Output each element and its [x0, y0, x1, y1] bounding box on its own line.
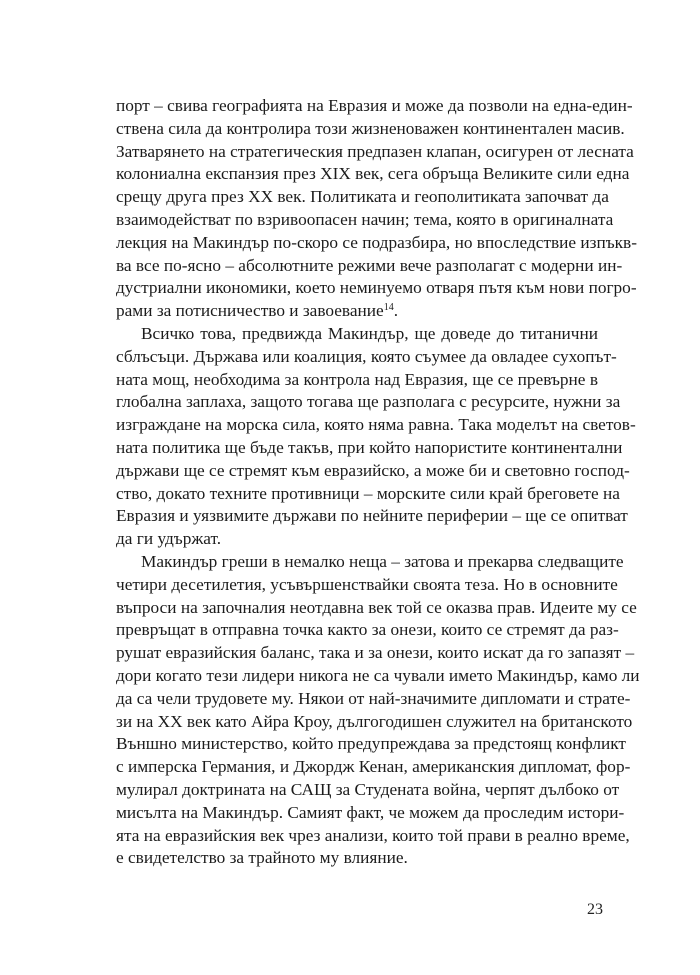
text-line: сблъсъци. Държава или коалиция, която съумее да овладее сухопът- — [116, 346, 617, 366]
text-line: Всичко това, предвижда Макиндър, ще доведе до титанични — [141, 323, 598, 343]
text-line: Външно министерство, който предупреждава за предстоящ конфликт — [116, 734, 626, 754]
text-line: мисълта на Макиндър. Самият факт, че можем да проследим истори- — [116, 802, 625, 822]
text-line-last: да ги удържат. — [116, 529, 222, 549]
text-line: изграждане на морска сила, която няма равна. Така моделът на светов- — [116, 415, 636, 435]
text-line: Макиндър греши в немалко неща – затова и прекарва следващите — [141, 551, 624, 571]
text-line: ята на евразийския век чрез анализи, които той прави в реално време, — [116, 825, 630, 845]
text-line: дустриални икономики, което неминуемо отваря пътя към нови погро- — [116, 278, 637, 298]
text-line: Евразия и уязвимите държави по нейните периферии – ще се опитват — [116, 506, 628, 526]
text-line: четири десетилетия, усъвършенствайки своята теза. Но в основните — [116, 574, 618, 594]
text-line: превръщат в отправна точка както за онези, които се стремят да раз- — [116, 620, 619, 640]
text-line: с имперска Германия, и Джордж Кенан, американския дипломат, фор- — [116, 757, 631, 777]
text-line: Затварянето на стратегическия предпазен клапан, осигурен от лесната — [116, 141, 634, 161]
text-line: ствена сила да контролира този жизненоважен континентален масив. — [116, 118, 625, 138]
text-line: държави ще се стремят към евразийско, а може би и световно господ- — [116, 460, 630, 480]
text-line: ната политика ще бъде такъв, при който напористите континентални — [116, 437, 623, 457]
page-number: 23 — [587, 901, 603, 918]
text-line: рушат евразийския баланс, така и за онези, които искат да го запазят – — [116, 643, 635, 663]
text-line: срещу друга през XX век. Политиката и геополитиката започват да — [116, 187, 609, 207]
paragraph-3 — [116, 551, 640, 870]
paragraph-1 — [116, 95, 637, 323]
footnote-marker[interactable]: 14 — [383, 302, 394, 314]
text-line: ната мощ, необходима за контрола над Евразия, ще се превърне в — [116, 369, 598, 389]
text-line: дори когато тези лидери никога не са чували името Макиндър, камо ли — [116, 665, 640, 685]
text-line: да са чели трудовете му. Някои от най-значимите дипломати и страте- — [116, 688, 631, 708]
text-line-last: е свидетелство за трайното му влияние. — [116, 848, 408, 868]
text-line: въпроси на започналия неотдавна век той се оказва прав. Идеите му се — [116, 597, 637, 617]
period: . — [393, 301, 399, 321]
text-line: колониална експанзия през XIX век, сега обръща Великите сили една — [116, 164, 630, 184]
text-line: ство, докато техните противници – морските сили край бреговете на — [116, 483, 620, 503]
text-line-last — [116, 300, 598, 323]
text-line-content: рами за потисничество и завоевание — [116, 301, 384, 321]
text-line: глобална заплаха, защото тогава ще разполага с ресурсите, нужни за — [116, 392, 621, 412]
text-line: порт – свива географията на Евразия и може да позволи на една-един- — [116, 96, 633, 115]
body-text — [116, 95, 640, 870]
text-line: лекция на Макиндър по-скоро се подразбира, но впоследствие изпъкв- — [116, 232, 637, 252]
text-line: зи на XX век като Айра Кроу, дългогодишен служител на британското — [116, 711, 633, 731]
text-line: взаимодействат по взривоопасен начин; тема, която в оригиналната — [116, 209, 614, 229]
text-line: ва все по-ясно – абсолютните режими вече разполагат с модерни ин- — [116, 255, 623, 275]
paragraph-2 — [116, 323, 636, 551]
text-line: мулирал доктрината на САЩ за Студената война, черпят дълбоко от — [116, 779, 620, 799]
